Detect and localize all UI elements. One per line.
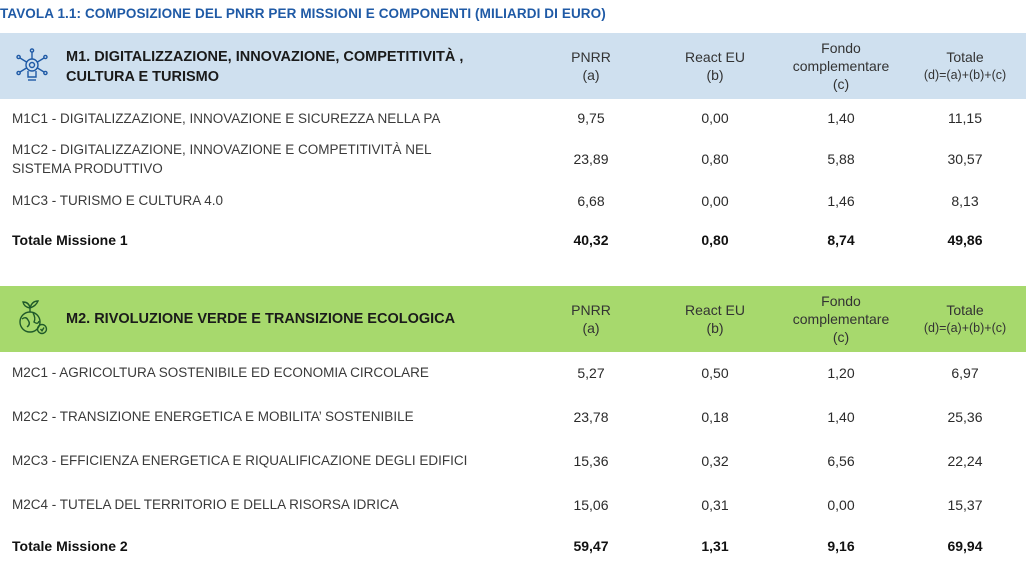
cell-react-eu: 0,00 xyxy=(701,110,729,126)
total-totale: 49,86 xyxy=(947,232,983,248)
row-label: M2C4 - TUTELA DEL TERRITORIO E DELLA RISORSA IDRICA xyxy=(12,497,399,512)
mission-1-title: M1. DIGITALIZZAZIONE, INNOVAZIONE, COMPETITIVITÀ , CULTURA E TURISMO xyxy=(66,49,464,85)
total-fondo: 8,74 xyxy=(827,232,855,248)
cell-fondo: 1,40 xyxy=(827,110,855,126)
total-react-eu: 0,80 xyxy=(701,232,729,248)
mission-2-header xyxy=(0,286,1026,352)
cell-totale: 30,57 xyxy=(947,151,983,167)
cell-fondo: 1,40 xyxy=(827,409,855,425)
cell-react-eu: 0,80 xyxy=(701,151,729,167)
cell-react-eu: 0,18 xyxy=(701,409,729,425)
cell-react-eu: 0,32 xyxy=(701,453,729,469)
cell-pnrr: 15,36 xyxy=(573,453,609,469)
mission-2-section xyxy=(0,286,1026,568)
cell-react-eu: 0,31 xyxy=(701,497,729,513)
cell-totale: 11,15 xyxy=(948,110,982,126)
cell-pnrr: 23,78 xyxy=(573,409,609,425)
cell-pnrr: 5,27 xyxy=(577,365,605,381)
table-row xyxy=(0,137,1026,183)
col-header-fondo: Fondo complementare (c) xyxy=(792,293,890,345)
total-react-eu: 1,31 xyxy=(701,538,729,554)
cell-fondo: 6,56 xyxy=(827,453,855,469)
total-pnrr: 40,32 xyxy=(573,232,609,248)
total-pnrr: 59,47 xyxy=(573,538,609,554)
digital-network-icon xyxy=(14,47,50,83)
table-row xyxy=(0,183,1026,220)
cell-fondo: 5,88 xyxy=(827,151,855,167)
total-row xyxy=(0,220,1026,261)
table-row xyxy=(0,440,1026,484)
mission-1-section xyxy=(0,33,1026,261)
cell-fondo: 1,20 xyxy=(827,365,855,381)
table-row xyxy=(0,484,1026,528)
total-label: Totale Missione 2 xyxy=(12,538,128,554)
table-row xyxy=(0,352,1026,396)
cell-react-eu: 0,00 xyxy=(701,193,729,209)
col-header-react-eu: React EU (b) xyxy=(685,302,745,336)
cell-fondo: 1,46 xyxy=(827,193,855,209)
cell-pnrr: 15,06 xyxy=(573,497,609,513)
row-label: M1C1 - DIGITALIZZAZIONE, INNOVAZIONE E SICUREZZA NELLA PA xyxy=(12,111,441,126)
cell-react-eu: 0,50 xyxy=(701,365,729,381)
total-fondo: 9,16 xyxy=(827,538,855,554)
cell-pnrr: 6,68 xyxy=(577,193,605,209)
total-label: Totale Missione 1 xyxy=(12,232,128,248)
total-row xyxy=(0,528,1026,568)
col-header-pnrr: PNRR (a) xyxy=(571,49,611,83)
mission-1-header xyxy=(0,33,1026,99)
col-header-totale: Totale (d)=(a)+(b)+(c) xyxy=(923,49,1007,82)
cell-pnrr: 9,75 xyxy=(577,110,605,126)
cell-totale: 6,97 xyxy=(951,365,979,381)
total-totale: 69,94 xyxy=(947,538,983,554)
table-row xyxy=(0,396,1026,440)
table-row xyxy=(0,99,1026,137)
row-label: M2C2 - TRANSIZIONE ENERGETICA E MOBILITA’ SOSTENIBILE xyxy=(12,409,414,424)
mission-2-title: M2. RIVOLUZIONE VERDE E TRANSIZIONE ECOLOGICA xyxy=(66,311,456,327)
col-header-react-eu: React EU (b) xyxy=(685,49,745,83)
row-label: M2C1 - AGRICOLTURA SOSTENIBILE ED ECONOMIA CIRCOLARE xyxy=(12,365,429,380)
cell-totale: 15,37 xyxy=(947,497,983,513)
col-header-totale: Totale (d)=(a)+(b)+(c) xyxy=(923,302,1007,335)
cell-totale: 8,13 xyxy=(951,193,979,209)
row-label: M2C3 - EFFICIENZA ENERGETICA E RIQUALIFICAZIONE DEGLI EDIFICI xyxy=(12,453,468,468)
col-header-pnrr: PNRR (a) xyxy=(571,302,611,336)
row-label: M1C3 - TURISMO E CULTURA 4.0 xyxy=(12,193,224,208)
row-label: M1C2 - DIGITALIZZAZIONE, INNOVAZIONE E COMPETITIVITÀ NEL SISTEMA PRODUTTIVO xyxy=(12,142,432,176)
green-earth-icon xyxy=(14,300,50,336)
cell-pnrr: 23,89 xyxy=(573,151,609,167)
col-header-fondo: Fondo complementare (c) xyxy=(792,40,890,92)
cell-totale: 22,24 xyxy=(947,453,983,469)
table-title: TAVOLA 1.1: COMPOSIZIONE DEL PNRR PER MISSIONI E COMPONENTI (MILIARDI DI EURO) xyxy=(0,6,606,21)
cell-totale: 25,36 xyxy=(947,409,983,425)
cell-fondo: 0,00 xyxy=(827,497,855,513)
